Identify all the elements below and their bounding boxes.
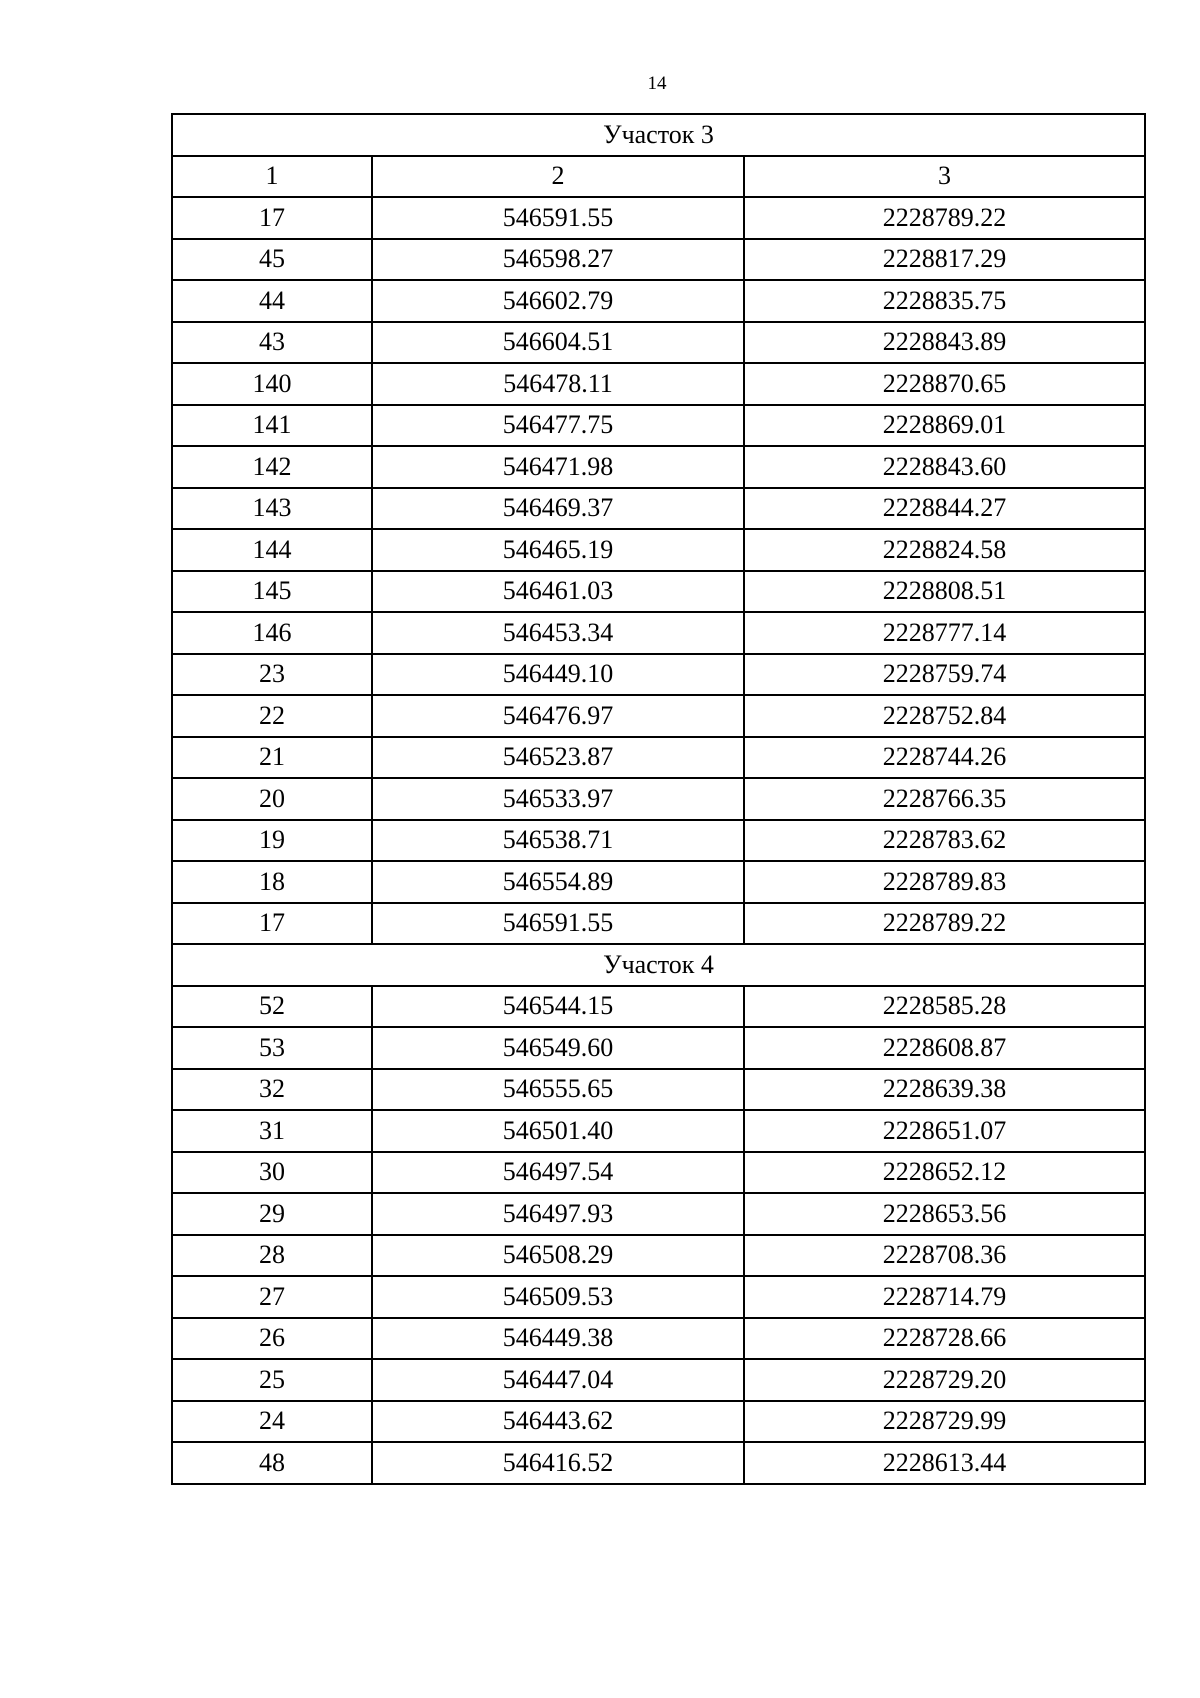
point-number-cell: 20 xyxy=(172,778,372,820)
table-row xyxy=(172,197,1145,239)
x-coordinate-cell: 546443.62 xyxy=(372,1401,744,1443)
y-coordinate-cell: 2228777.14 xyxy=(744,612,1145,654)
y-coordinate-cell: 2228708.36 xyxy=(744,1235,1145,1277)
table-row xyxy=(172,239,1145,281)
y-coordinate-cell: 2228744.26 xyxy=(744,737,1145,779)
x-coordinate-cell: 546598.27 xyxy=(372,239,744,281)
point-number-cell: 25 xyxy=(172,1359,372,1401)
coordinates-table xyxy=(171,113,1146,1485)
y-coordinate-cell: 2228843.60 xyxy=(744,446,1145,488)
x-coordinate-cell: 546555.65 xyxy=(372,1069,744,1111)
x-coordinate-cell: 546591.55 xyxy=(372,197,744,239)
y-coordinate-cell: 2228759.74 xyxy=(744,654,1145,696)
y-coordinate-cell: 2228766.35 xyxy=(744,778,1145,820)
point-number-cell: 44 xyxy=(172,280,372,322)
table-row xyxy=(172,1235,1145,1277)
table-row xyxy=(172,1110,1145,1152)
y-coordinate-cell: 2228843.89 xyxy=(744,322,1145,364)
y-coordinate-cell: 2228783.62 xyxy=(744,820,1145,862)
point-number-cell: 32 xyxy=(172,1069,372,1111)
point-number-cell: 23 xyxy=(172,654,372,696)
y-coordinate-cell: 2228824.58 xyxy=(744,529,1145,571)
column-number-cell: 2 xyxy=(372,156,744,198)
y-coordinate-cell: 2228729.20 xyxy=(744,1359,1145,1401)
y-coordinate-cell: 2228869.01 xyxy=(744,405,1145,447)
point-number-cell: 24 xyxy=(172,1401,372,1443)
point-number-cell: 18 xyxy=(172,861,372,903)
table-row xyxy=(172,654,1145,696)
table-row xyxy=(172,1027,1145,1069)
point-number-cell: 21 xyxy=(172,737,372,779)
point-number-cell: 30 xyxy=(172,1152,372,1194)
x-coordinate-cell: 546508.29 xyxy=(372,1235,744,1277)
x-coordinate-cell: 546602.79 xyxy=(372,280,744,322)
table-row xyxy=(172,446,1145,488)
table-row xyxy=(172,405,1145,447)
table-row xyxy=(172,363,1145,405)
table-row xyxy=(172,280,1145,322)
x-coordinate-cell: 546477.75 xyxy=(372,405,744,447)
section-title-row xyxy=(172,114,1145,156)
table-row xyxy=(172,986,1145,1028)
table-row xyxy=(172,778,1145,820)
point-number-cell: 28 xyxy=(172,1235,372,1277)
y-coordinate-cell: 2228728.66 xyxy=(744,1318,1145,1360)
point-number-cell: 17 xyxy=(172,903,372,945)
y-coordinate-cell: 2228808.51 xyxy=(744,571,1145,613)
y-coordinate-cell: 2228789.22 xyxy=(744,197,1145,239)
table-row xyxy=(172,861,1145,903)
section-title: Участок 3 xyxy=(172,114,1145,156)
x-coordinate-cell: 546476.97 xyxy=(372,695,744,737)
x-coordinate-cell: 546471.98 xyxy=(372,446,744,488)
y-coordinate-cell: 2228870.65 xyxy=(744,363,1145,405)
table-row xyxy=(172,1152,1145,1194)
point-number-cell: 27 xyxy=(172,1276,372,1318)
coordinates-table-body xyxy=(172,114,1145,1484)
x-coordinate-cell: 546533.97 xyxy=(372,778,744,820)
x-coordinate-cell: 546416.52 xyxy=(372,1442,744,1484)
point-number-cell: 22 xyxy=(172,695,372,737)
point-number-cell: 29 xyxy=(172,1193,372,1235)
x-coordinate-cell: 546523.87 xyxy=(372,737,744,779)
y-coordinate-cell: 2228613.44 xyxy=(744,1442,1145,1484)
y-coordinate-cell: 2228714.79 xyxy=(744,1276,1145,1318)
table-row xyxy=(172,903,1145,945)
y-coordinate-cell: 2228639.38 xyxy=(744,1069,1145,1111)
point-number-cell: 52 xyxy=(172,986,372,1028)
point-number-cell: 45 xyxy=(172,239,372,281)
column-number-row xyxy=(172,156,1145,198)
table-row xyxy=(172,1193,1145,1235)
point-number-cell: 145 xyxy=(172,571,372,613)
point-number-cell: 17 xyxy=(172,197,372,239)
table-row xyxy=(172,1359,1145,1401)
point-number-cell: 143 xyxy=(172,488,372,530)
x-coordinate-cell: 546538.71 xyxy=(372,820,744,862)
column-number-cell: 1 xyxy=(172,156,372,198)
x-coordinate-cell: 546453.34 xyxy=(372,612,744,654)
x-coordinate-cell: 546461.03 xyxy=(372,571,744,613)
y-coordinate-cell: 2228789.22 xyxy=(744,903,1145,945)
table-row xyxy=(172,1442,1145,1484)
y-coordinate-cell: 2228608.87 xyxy=(744,1027,1145,1069)
table-row xyxy=(172,612,1145,654)
table-row xyxy=(172,322,1145,364)
point-number-cell: 53 xyxy=(172,1027,372,1069)
x-coordinate-cell: 546497.54 xyxy=(372,1152,744,1194)
y-coordinate-cell: 2228752.84 xyxy=(744,695,1145,737)
y-coordinate-cell: 2228651.07 xyxy=(744,1110,1145,1152)
table-row xyxy=(172,1276,1145,1318)
x-coordinate-cell: 546591.55 xyxy=(372,903,744,945)
y-coordinate-cell: 2228817.29 xyxy=(744,239,1145,281)
table-row xyxy=(172,695,1145,737)
point-number-cell: 146 xyxy=(172,612,372,654)
point-number-cell: 144 xyxy=(172,529,372,571)
x-coordinate-cell: 546449.38 xyxy=(372,1318,744,1360)
point-number-cell: 43 xyxy=(172,322,372,364)
x-coordinate-cell: 546549.60 xyxy=(372,1027,744,1069)
x-coordinate-cell: 546509.53 xyxy=(372,1276,744,1318)
y-coordinate-cell: 2228844.27 xyxy=(744,488,1145,530)
point-number-cell: 26 xyxy=(172,1318,372,1360)
x-coordinate-cell: 546449.10 xyxy=(372,654,744,696)
x-coordinate-cell: 546447.04 xyxy=(372,1359,744,1401)
table-row xyxy=(172,571,1145,613)
point-number-cell: 31 xyxy=(172,1110,372,1152)
y-coordinate-cell: 2228835.75 xyxy=(744,280,1145,322)
table-row xyxy=(172,1069,1145,1111)
y-coordinate-cell: 2228585.28 xyxy=(744,986,1145,1028)
table-row xyxy=(172,529,1145,571)
point-number-cell: 141 xyxy=(172,405,372,447)
table-row xyxy=(172,737,1145,779)
table-row xyxy=(172,488,1145,530)
x-coordinate-cell: 546497.93 xyxy=(372,1193,744,1235)
x-coordinate-cell: 546554.89 xyxy=(372,861,744,903)
y-coordinate-cell: 2228789.83 xyxy=(744,861,1145,903)
x-coordinate-cell: 546469.37 xyxy=(372,488,744,530)
point-number-cell: 48 xyxy=(172,1442,372,1484)
point-number-cell: 140 xyxy=(172,363,372,405)
x-coordinate-cell: 546465.19 xyxy=(372,529,744,571)
section-title: Участок 4 xyxy=(172,944,1145,986)
x-coordinate-cell: 546478.11 xyxy=(372,363,744,405)
section-title-row xyxy=(172,944,1145,986)
y-coordinate-cell: 2228653.56 xyxy=(744,1193,1145,1235)
x-coordinate-cell: 546604.51 xyxy=(372,322,744,364)
point-number-cell: 19 xyxy=(172,820,372,862)
x-coordinate-cell: 546501.40 xyxy=(372,1110,744,1152)
column-number-cell: 3 xyxy=(744,156,1145,198)
x-coordinate-cell: 546544.15 xyxy=(372,986,744,1028)
page-number: 14 xyxy=(647,73,667,94)
table-row xyxy=(172,1318,1145,1360)
table-row xyxy=(172,1401,1145,1443)
point-number-cell: 142 xyxy=(172,446,372,488)
y-coordinate-cell: 2228729.99 xyxy=(744,1401,1145,1443)
table-row xyxy=(172,820,1145,862)
y-coordinate-cell: 2228652.12 xyxy=(744,1152,1145,1194)
